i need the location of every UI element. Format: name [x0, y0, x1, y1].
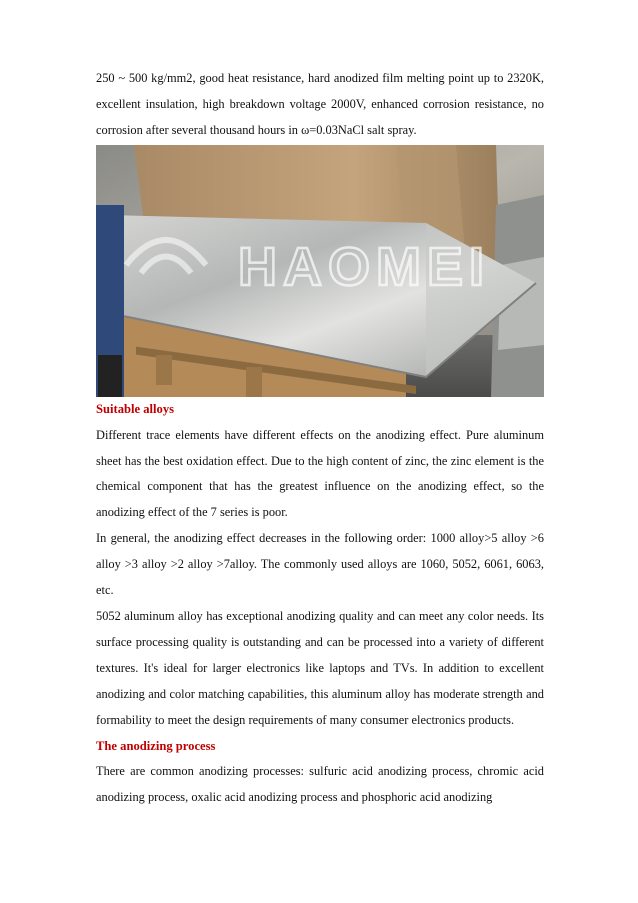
intro-paragraph: 250 ~ 500 kg/mm2, good heat resistance, hard anodized film melting point up to 2320K, excellent insulation, high breakdown voltage 2000V, enhanced corrosion resistance, no corrosion after several thousand hours in ω=0.03NaCl salt spray.: [96, 71, 544, 137]
heading-suitable-alloys: Suitable alloys: [96, 401, 175, 416]
alloys-paragraph-1: Different trace elements have different effects on the anodizing effect. Pure aluminum sheet has the best oxidation effect. Due to the high content of zinc, the zinc element is the chemical component that has the greatest influence on the anodizing effect, so the anodizing effect of the 7 series is poor.: [96, 427, 544, 520]
alloys-paragraph-2: In general, the anodizing effect decreases in the following order: 1000 alloy>5 alloy >6 alloy >3 alloy >2 alloy >7alloy. The commonly used alloys are 1060, 5052, 6061, 6063, etc.: [96, 531, 544, 598]
process-paragraph-1: There are common anodizing processes: sulfuric acid anodizing process, chromic acid anodizing process, oxalic acid anodizing process and phosphoric acid anodizing: [96, 764, 544, 805]
alloys-paragraph-3: 5052 aluminum alloy has exceptional anodizing quality and can meet any color needs. Its surface processing quality is outstanding and can be processed into a variety of different textures. It's ideal for larger electronics like laptops and TVs. In addition to excellent anodizing and color matching capabilities, this aluminum alloy has moderate strength and formability to meet the design requirements of many consumer electronics products.: [96, 608, 544, 727]
heading-anodizing-process: The anodizing process: [96, 738, 216, 753]
aluminum-sheet-photo: [96, 145, 544, 397]
watermark-text: HAOMEI: [238, 236, 490, 297]
document-page: [96, 66, 544, 811]
photo-graphic: [96, 145, 544, 397]
